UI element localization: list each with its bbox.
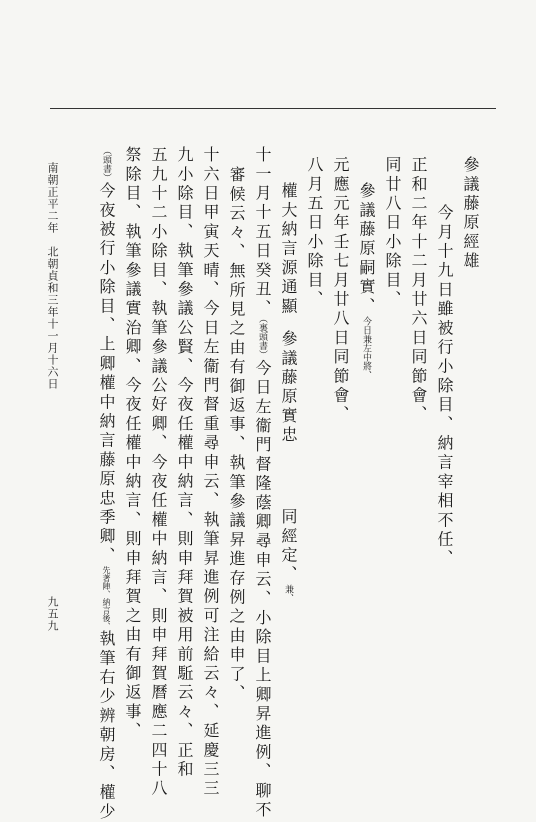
column-text: 參議藤原嗣實、 [357,182,376,317]
inline-note: 兼、 [283,584,293,603]
column-text: 今月十九日雖被行小除目、納言宰相不任、 [435,204,454,569]
text-column-14 [124,146,140,741]
column-text: 正和二年十二月廿六日同節會、 [409,156,428,425]
inline-note: 今日兼左中將、 [361,316,371,380]
column-text: 元應元年壬七月廿八日同節會、 [331,156,350,425]
column-text: 十一月十五日癸丑、 [253,146,272,319]
page-number-text: 九五九 [46,596,59,632]
text-column-1 [462,156,478,271]
text-column-9 [254,146,270,820]
text-column-8-b [280,330,296,445]
inline-note: （頭書） [101,146,111,182]
column-text: 權大納言源通顯 [279,182,298,317]
header-rule [50,108,496,109]
page-number [44,596,60,632]
column-text: 今日左衞門督隆蔭卿尋申云、小除目上卿昇進例、聊不 [253,359,272,821]
column-text: 五九十二小除目、執筆參議公好卿、今夜任權中納言、則申拜賀曆應二四十八 [149,146,168,799]
text-column-12 [176,146,192,780]
text-column-2 [436,204,452,569]
column-text: 今夜被行小除目、上卿權中納言藤原忠季卿、 [97,182,116,566]
column-text: 同廿八日小除目、 [383,156,402,310]
running-header [44,162,60,390]
column-text: 同經定、 [279,508,298,585]
text-column-10 [228,166,244,704]
inline-note: （裏頭書） [257,318,267,360]
column-text: 九小除目、執筆參議公賢、今夜任權中納言、則申拜賀被用前駈云々、正和 [175,146,194,780]
text-column-8-c [280,508,296,603]
text-column-7 [306,156,322,310]
text-column-3 [410,156,426,425]
running-header-text: 南朝正平二年 北朝貞和三年十一月十六日 [46,162,59,390]
text-column-11 [202,146,218,799]
column-text: 參議藤原實忠 [279,330,298,446]
inline-note: 後、 [102,614,111,630]
inline-note: 先著 [102,566,111,582]
text-column-5 [358,182,374,379]
column-text: 八月五日小除目、 [305,156,324,310]
text-column-15 [98,146,114,822]
column-text: 祭除目、執筆參議實治卿、今夜任權中納言、則申拜賀之由有御返事、 [123,146,142,742]
column-text: 審候云々、無所見之由有御返事、執筆參議昇進存例之由申了、 [227,166,246,704]
column-text: 參議藤原經雄 [461,156,480,272]
text-column-13 [150,146,166,799]
column-text: 十六日甲寅天晴、今日左衞門督重尋申云、執筆昇進例可注給云々、延慶三三 [201,146,220,799]
inline-note: 納言 [102,598,111,614]
text-column-4 [384,156,400,310]
text-column-8-a [280,182,296,316]
column-text: 執筆右少辨朝房、權少 [97,630,116,822]
text-column-6 [332,156,348,425]
inline-note: 陣、 [102,582,111,598]
